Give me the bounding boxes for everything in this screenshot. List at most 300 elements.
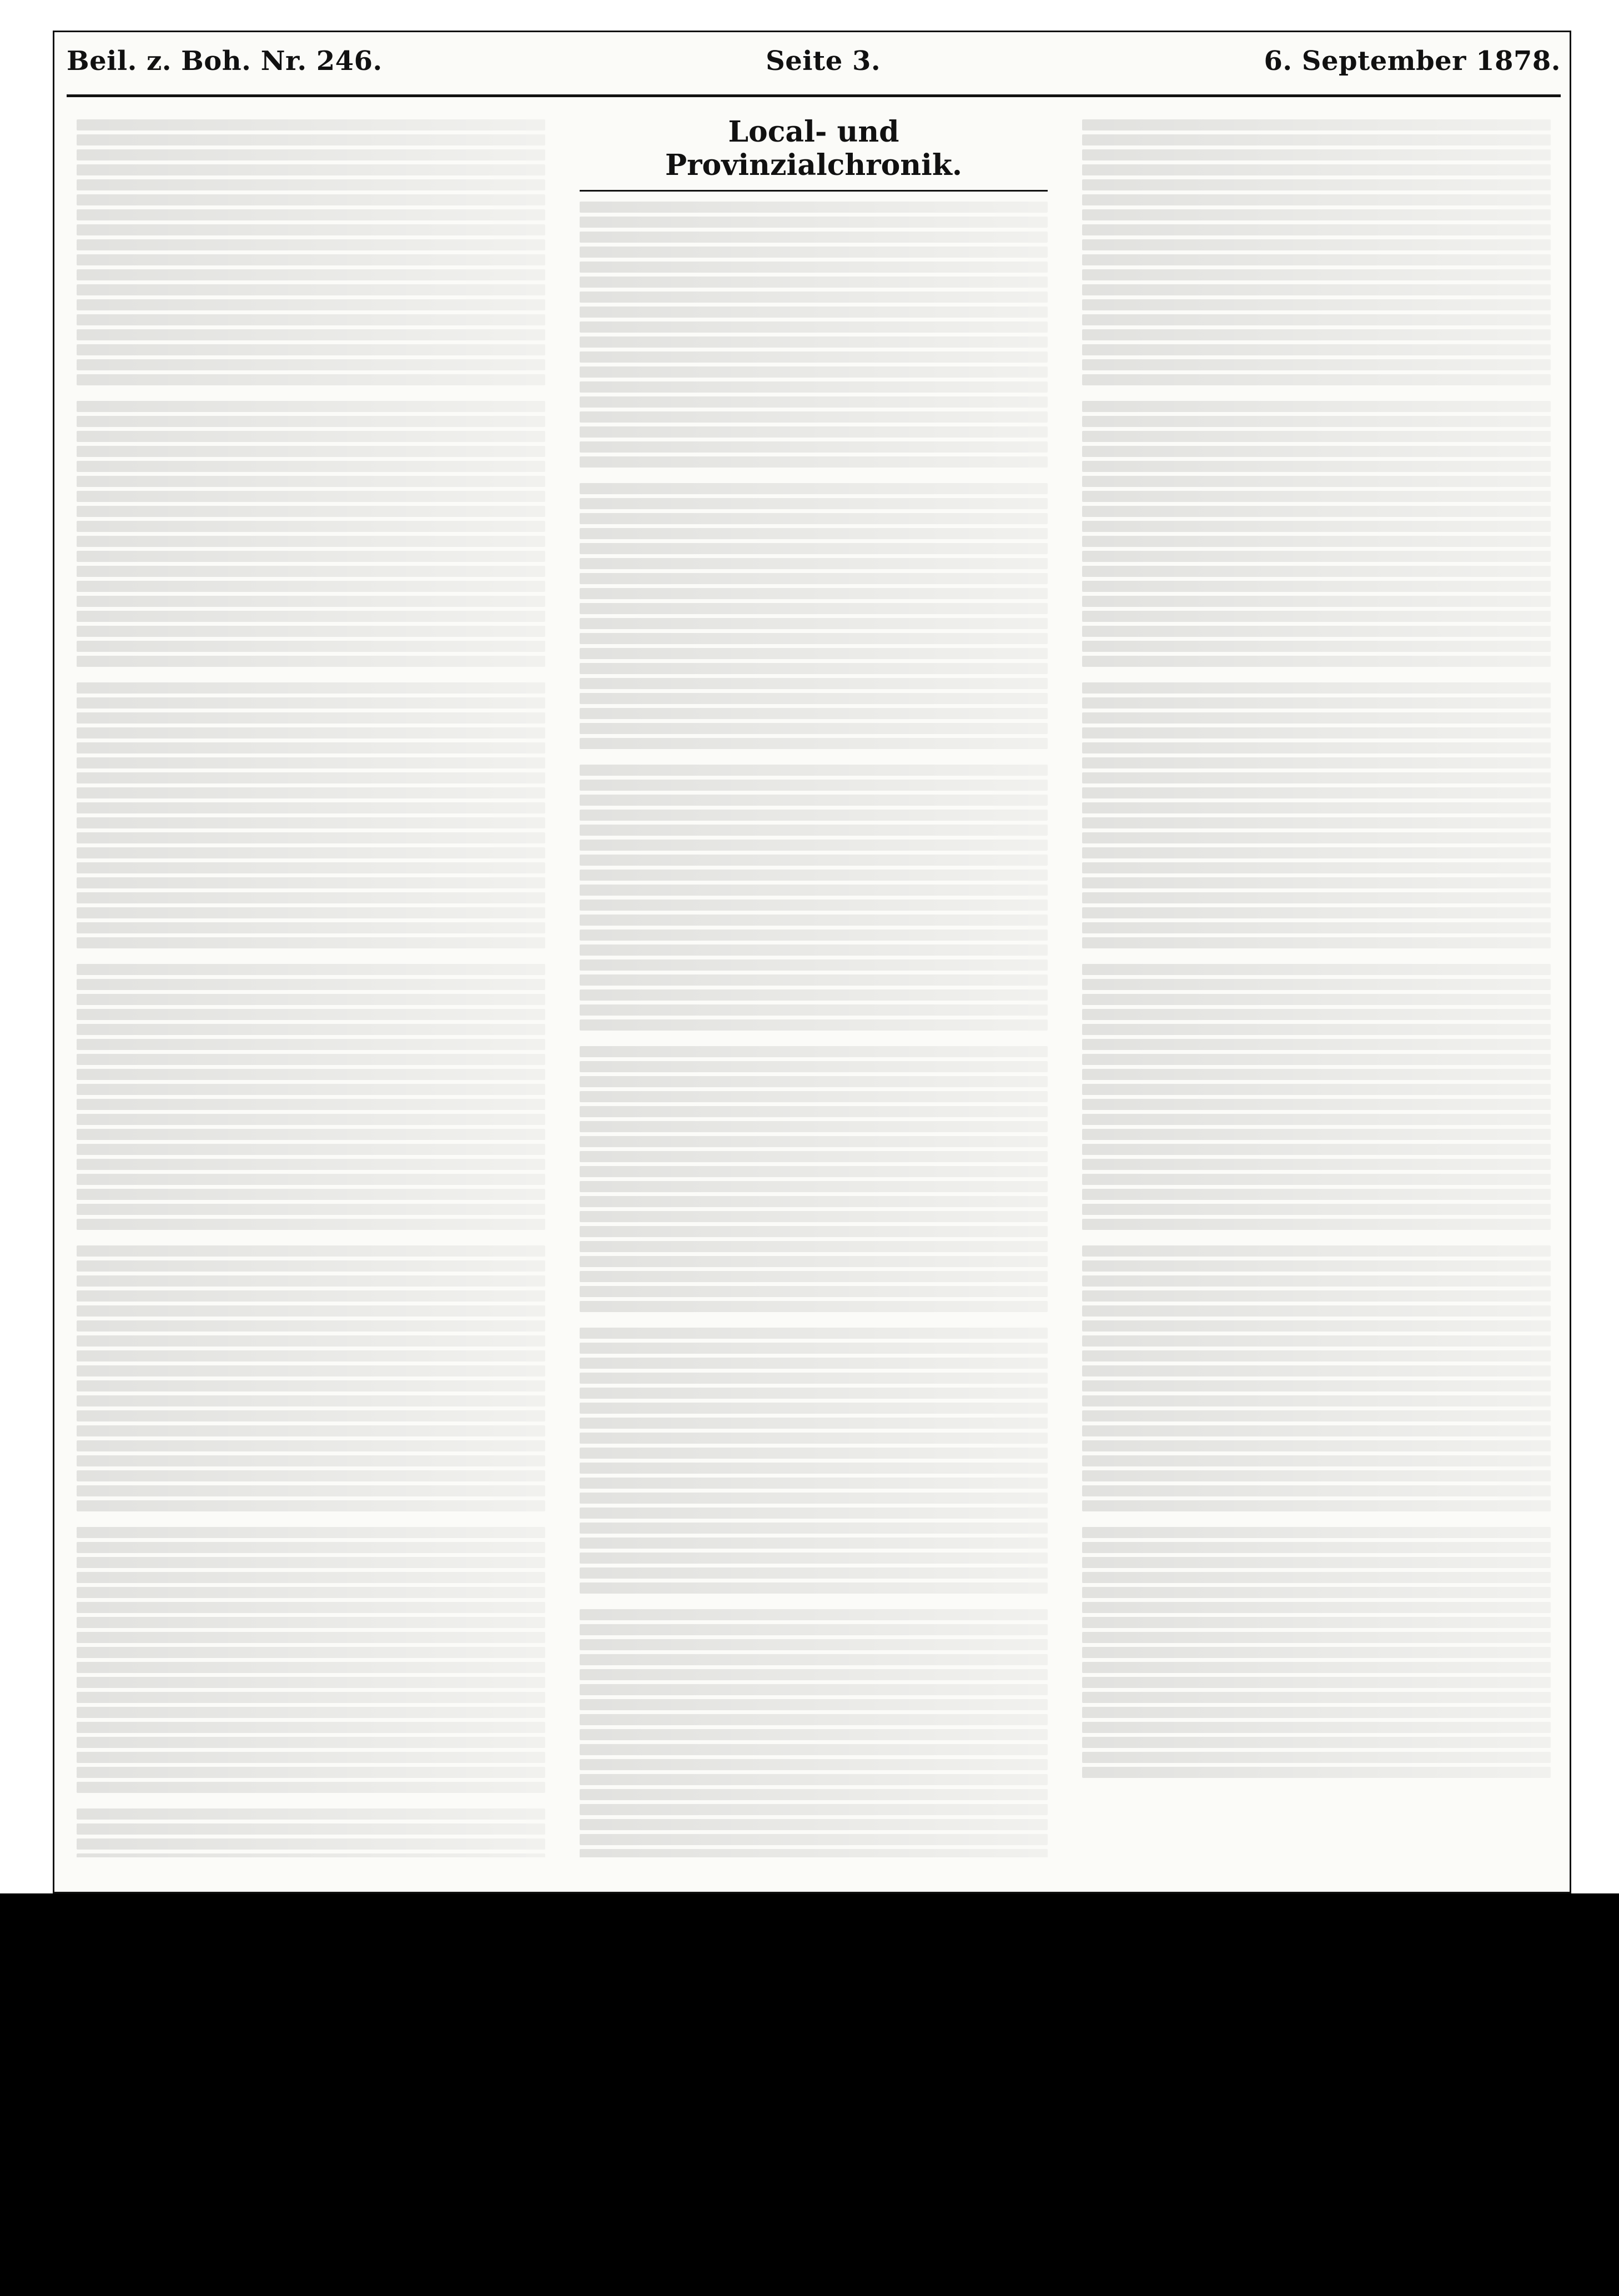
text-line (1082, 476, 1551, 487)
text-line (580, 885, 1048, 896)
text-line (77, 1440, 545, 1451)
paragraph-gap (1082, 1515, 1551, 1523)
text-line (1082, 1455, 1551, 1466)
text-line (580, 1418, 1048, 1429)
text-line (77, 697, 545, 709)
text-line (77, 626, 545, 637)
text-line (580, 1403, 1048, 1414)
text-line (1082, 1024, 1551, 1035)
text-line (1082, 1144, 1551, 1155)
text-line (1082, 742, 1551, 753)
text-line (77, 922, 545, 933)
text-line (77, 1069, 545, 1080)
text-line (77, 1024, 545, 1035)
text-line (77, 194, 545, 205)
text-line (77, 1084, 545, 1095)
text-line (1082, 1485, 1551, 1496)
text-line (77, 611, 545, 622)
text-line (77, 1587, 545, 1598)
text-line (580, 1151, 1048, 1162)
text-line (77, 506, 545, 517)
text-line (1082, 149, 1551, 160)
text-line (580, 1448, 1048, 1459)
text-line (77, 1737, 545, 1748)
text-line (580, 1639, 1048, 1650)
text-line (77, 1662, 545, 1673)
text-line (580, 498, 1048, 509)
text-line (1082, 134, 1551, 145)
paragraph-gap (1082, 389, 1551, 397)
paragraph-gap (580, 1316, 1048, 1324)
text-line (77, 344, 545, 355)
paragraph-gap (1082, 671, 1551, 679)
text-line (580, 959, 1048, 971)
text-line (1082, 1707, 1551, 1718)
text-line (1082, 1159, 1551, 1170)
page-header (67, 39, 1561, 83)
text-line (1082, 179, 1551, 190)
text-line (580, 1343, 1048, 1354)
text-line (1082, 359, 1551, 370)
page-columns (67, 105, 1561, 1857)
text-line (77, 224, 545, 235)
text-line (77, 1054, 545, 1065)
text-line (77, 1350, 545, 1361)
text-line (580, 1849, 1048, 1857)
text-line (77, 1500, 545, 1511)
text-line (580, 558, 1048, 569)
text-line (77, 491, 545, 502)
text-line (1082, 979, 1551, 990)
text-line (77, 892, 545, 903)
text-line (77, 1320, 545, 1332)
text-line (77, 757, 545, 768)
text-line (77, 772, 545, 783)
text-line (77, 1039, 545, 1050)
text-line (1082, 772, 1551, 783)
paragraph-gap (77, 1797, 545, 1805)
text-line (1082, 994, 1551, 1005)
text-line (580, 930, 1048, 941)
text-line (77, 1572, 545, 1583)
text-line (77, 476, 545, 487)
text-line (1082, 1527, 1551, 1538)
text-line (1082, 269, 1551, 280)
text-line (1082, 1219, 1551, 1230)
text-line (1082, 892, 1551, 903)
text-line (580, 1121, 1048, 1132)
text-line (77, 1129, 545, 1140)
text-line (1082, 416, 1551, 427)
text-line (580, 321, 1048, 333)
text-line (580, 1567, 1048, 1579)
text-line (580, 411, 1048, 423)
text-line (580, 1226, 1048, 1237)
text-line (580, 648, 1048, 659)
text-line (1082, 1290, 1551, 1302)
text-line (580, 1774, 1048, 1785)
text-line (77, 254, 545, 265)
text-line (580, 262, 1048, 273)
text-line (580, 825, 1048, 836)
section-title-local-chronicle: Local- und Provinzialchronik. (665, 115, 962, 182)
text-line (1082, 862, 1551, 873)
text-line (77, 314, 545, 325)
text-line (1082, 1425, 1551, 1436)
text-line (1082, 1129, 1551, 1140)
text-line (1082, 1587, 1551, 1598)
text-line (77, 1485, 545, 1496)
text-line (580, 1256, 1048, 1267)
text-line (77, 1395, 545, 1406)
text-line (77, 1174, 545, 1185)
text-line (77, 937, 545, 948)
text-line (77, 787, 545, 798)
text-line (77, 1838, 545, 1850)
text-line (77, 1204, 545, 1215)
text-line (77, 1144, 545, 1155)
text-line (1082, 757, 1551, 768)
text-line (580, 307, 1048, 318)
text-line (77, 359, 545, 370)
text-line (77, 596, 545, 607)
text-line (580, 1286, 1048, 1297)
paragraph-gap (580, 1597, 1048, 1605)
text-line (580, 1196, 1048, 1207)
text-line (1082, 1380, 1551, 1391)
text-line (580, 1373, 1048, 1384)
text-line (77, 209, 545, 220)
paragraph-gap (77, 671, 545, 679)
text-line (580, 1046, 1048, 1057)
text-line (1082, 832, 1551, 843)
paragraph-gap (1082, 1234, 1551, 1242)
text-line (1082, 1737, 1551, 1748)
text-line (580, 1684, 1048, 1695)
text-line (1082, 964, 1551, 975)
text-line (1082, 1662, 1551, 1673)
text-line (580, 1328, 1048, 1339)
text-line (77, 1365, 545, 1376)
text-line (77, 566, 545, 577)
text-line (1082, 536, 1551, 547)
text-line (580, 232, 1048, 243)
text-line (77, 1692, 545, 1703)
text-line (580, 1271, 1048, 1282)
text-line (77, 134, 545, 145)
text-line (580, 1804, 1048, 1815)
text-line (77, 1677, 545, 1688)
text-line (580, 1136, 1048, 1147)
column-1 (67, 105, 555, 1857)
text-line (580, 1759, 1048, 1770)
text-line (1082, 1245, 1551, 1257)
text-line (77, 1853, 545, 1857)
text-line (1082, 164, 1551, 175)
text-line (1082, 817, 1551, 828)
header-right: 6. September 1878. (1264, 46, 1561, 77)
column-2-text (580, 202, 1048, 1857)
text-line (1082, 787, 1551, 798)
text-line (77, 119, 545, 130)
text-line (1082, 1350, 1551, 1361)
text-line (580, 974, 1048, 986)
text-line (77, 712, 545, 724)
text-line (580, 780, 1048, 791)
text-line (580, 1463, 1048, 1474)
text-line (77, 431, 545, 442)
text-line (580, 1789, 1048, 1800)
paragraph-gap (77, 1515, 545, 1523)
text-line (580, 618, 1048, 629)
text-line (77, 269, 545, 280)
text-line (580, 693, 1048, 704)
text-line (77, 727, 545, 738)
text-line (580, 1508, 1048, 1519)
text-line (77, 1722, 545, 1733)
text-line (1082, 401, 1551, 412)
text-line (1082, 491, 1551, 502)
text-line (1082, 1752, 1551, 1763)
text-line (1082, 194, 1551, 205)
text-line (580, 381, 1048, 393)
text-line (1082, 1275, 1551, 1287)
text-line (1082, 1084, 1551, 1095)
text-line (77, 521, 545, 532)
text-line (1082, 1617, 1551, 1628)
text-line (77, 299, 545, 310)
text-line (1082, 1260, 1551, 1272)
text-line (1082, 1440, 1551, 1451)
text-line (580, 1241, 1048, 1252)
text-line (77, 1470, 545, 1481)
column-2 (570, 105, 1058, 1857)
text-line (1082, 1410, 1551, 1421)
text-line (1082, 1470, 1551, 1481)
text-line (1082, 299, 1551, 310)
text-line (580, 678, 1048, 689)
text-line (1082, 1722, 1551, 1733)
text-line (1082, 1114, 1551, 1125)
text-line (580, 1654, 1048, 1665)
text-line (580, 513, 1048, 524)
text-line (580, 573, 1048, 584)
text-line (580, 1478, 1048, 1489)
text-line (580, 855, 1048, 866)
text-line (77, 164, 545, 175)
text-line (1082, 1305, 1551, 1317)
text-line (77, 1335, 545, 1347)
paragraph-gap (580, 1034, 1048, 1042)
text-line (580, 277, 1048, 288)
text-line (580, 1553, 1048, 1564)
text-line (77, 1767, 545, 1778)
text-line (580, 292, 1048, 303)
text-line (1082, 907, 1551, 918)
text-line (77, 1707, 545, 1718)
column-3-text (1082, 119, 1551, 1778)
text-line (1082, 1054, 1551, 1065)
text-line (77, 1823, 545, 1835)
text-line (580, 870, 1048, 881)
text-line (77, 446, 545, 457)
text-line (580, 1076, 1048, 1087)
text-line (1082, 802, 1551, 813)
text-line (77, 1099, 545, 1110)
text-line (580, 441, 1048, 453)
text-line (1082, 1174, 1551, 1185)
text-line (580, 483, 1048, 494)
text-line (580, 1358, 1048, 1369)
text-line (1082, 641, 1551, 652)
paragraph-gap (77, 389, 545, 397)
text-line (77, 1290, 545, 1302)
header-rule (67, 94, 1561, 97)
text-line (77, 239, 545, 250)
text-line (77, 1455, 545, 1466)
text-line (77, 964, 545, 975)
text-line (1082, 1557, 1551, 1568)
text-line (1082, 1767, 1551, 1778)
text-line (580, 1301, 1048, 1312)
text-line (580, 1699, 1048, 1710)
text-line (1082, 937, 1551, 948)
text-line (1082, 1647, 1551, 1658)
text-line (1082, 656, 1551, 667)
text-line (77, 1245, 545, 1257)
text-line (580, 989, 1048, 1001)
scan-black-band (0, 1893, 1619, 2296)
text-line (1082, 596, 1551, 607)
text-line (1082, 446, 1551, 457)
text-line (580, 915, 1048, 926)
text-line (1082, 254, 1551, 265)
header-left: Beil. z. Boh. Nr. 246. (67, 46, 383, 77)
header-center: Seite 3. (766, 46, 881, 77)
text-line (580, 1819, 1048, 1830)
text-line (580, 1388, 1048, 1399)
text-line (77, 817, 545, 828)
text-line (77, 1782, 545, 1793)
text-line (580, 1004, 1048, 1016)
text-line (1082, 329, 1551, 340)
text-line (1082, 847, 1551, 858)
text-line (77, 1219, 545, 1230)
text-line (77, 802, 545, 813)
text-line (77, 1410, 545, 1421)
text-line (580, 1019, 1048, 1031)
text-line (1082, 1542, 1551, 1553)
text-line (1082, 374, 1551, 385)
text-line (1082, 431, 1551, 442)
text-line (1082, 551, 1551, 562)
text-line (77, 1275, 545, 1287)
text-line (77, 1617, 545, 1628)
paragraph-gap (77, 1234, 545, 1242)
text-line (77, 1752, 545, 1763)
text-line (580, 633, 1048, 644)
text-line (77, 1647, 545, 1658)
text-line (1082, 1069, 1551, 1080)
text-line (1082, 697, 1551, 709)
text-line (77, 1380, 545, 1391)
text-line (1082, 224, 1551, 235)
text-line (1082, 119, 1551, 130)
text-line (580, 795, 1048, 806)
text-line (77, 682, 545, 694)
text-line (1082, 1189, 1551, 1200)
text-line (580, 1582, 1048, 1594)
text-line (77, 1189, 545, 1200)
text-line (1082, 1039, 1551, 1050)
text-line (77, 461, 545, 472)
text-line (580, 351, 1048, 363)
text-line (1082, 239, 1551, 250)
text-line (1082, 1099, 1551, 1110)
text-line (77, 742, 545, 753)
text-line (580, 543, 1048, 554)
text-line (77, 179, 545, 190)
text-line (580, 1166, 1048, 1177)
text-line (1082, 1335, 1551, 1347)
text-line (580, 840, 1048, 851)
text-line (580, 708, 1048, 719)
text-line (77, 1602, 545, 1613)
text-line (580, 336, 1048, 348)
text-line (1082, 712, 1551, 724)
text-line (580, 1834, 1048, 1845)
text-line (580, 900, 1048, 911)
text-line (77, 581, 545, 592)
text-line (77, 1305, 545, 1317)
text-line (1082, 1320, 1551, 1332)
text-line (580, 1091, 1048, 1102)
text-line (1082, 1602, 1551, 1613)
text-line (1082, 314, 1551, 325)
text-line (580, 366, 1048, 378)
text-line (580, 1061, 1048, 1072)
text-line (580, 1609, 1048, 1620)
text-line (77, 994, 545, 1005)
text-line (77, 877, 545, 888)
text-line (77, 284, 545, 295)
text-line (580, 1433, 1048, 1444)
text-line (77, 1425, 545, 1436)
text-line (77, 1260, 545, 1272)
text-line (77, 149, 545, 160)
text-line (1082, 506, 1551, 517)
text-line (77, 551, 545, 562)
text-line (77, 374, 545, 385)
text-line (580, 426, 1048, 438)
text-line (1082, 1009, 1551, 1020)
text-line (1082, 626, 1551, 637)
text-line (580, 738, 1048, 749)
text-line (77, 1632, 545, 1643)
text-line (1082, 1204, 1551, 1215)
text-line (77, 401, 545, 412)
text-line (580, 1669, 1048, 1680)
section-title-rule (580, 190, 1048, 192)
text-line (1082, 344, 1551, 355)
text-line (1082, 1365, 1551, 1376)
text-line (580, 810, 1048, 821)
text-line (1082, 284, 1551, 295)
text-line (1082, 1500, 1551, 1511)
text-line (580, 603, 1048, 614)
text-line (580, 456, 1048, 468)
text-line (77, 1527, 545, 1538)
